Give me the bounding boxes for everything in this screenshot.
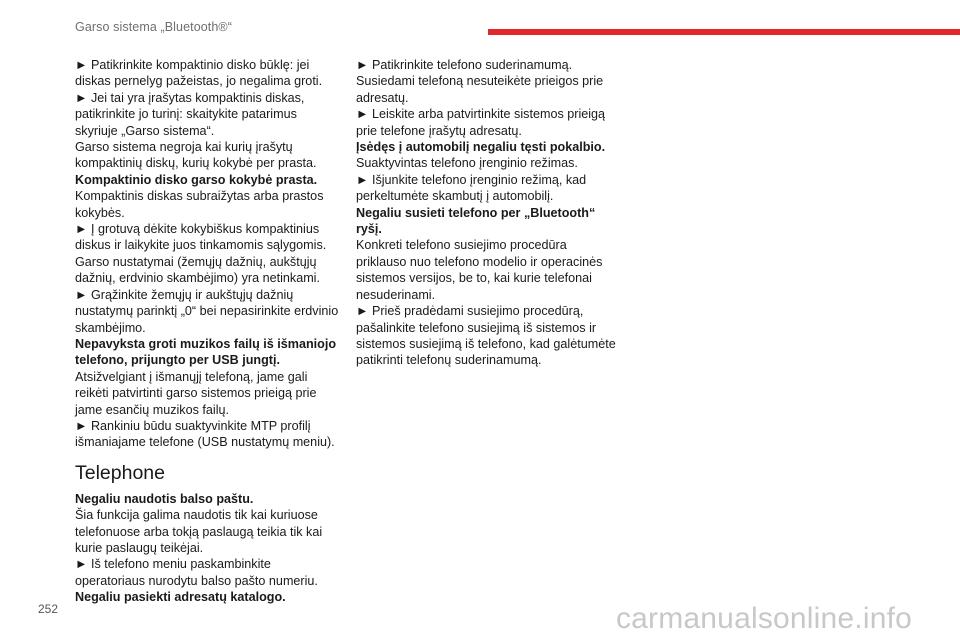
left-text-block (75, 57, 340, 451)
bold-heading-line: Negaliu naudotis balso paštu. (75, 491, 254, 506)
paragraph: ► Prieš pradėdami susiejimo procedūrą, pašalinkite telefono susiejimą iš sistemos ir sistemos susiejimą iš telefono, kad galėtumėte patikrinti telefonų suderinamumą. (356, 304, 616, 368)
paragraph: ► Rankiniu būdu suaktyvinkite MTP profilį išmaniajame telefone (USB nustatymų meniu). (75, 418, 335, 450)
bold-heading-line: Negaliu susieti telefono per „Bluetooth“ ryšį. (356, 205, 596, 237)
bold-heading-line: Negaliu pasiekti adresatų katalogo. (75, 590, 286, 605)
header-title: Garso sistema „Bluetooth®“ (75, 20, 233, 34)
section-heading-telephone: Telephone (75, 461, 165, 484)
paragraph: Garso sistema negroja kai kurių įrašytų kompaktinių diskų, kurių kokybė per prasta. (75, 140, 317, 171)
paragraph: Atsižvelgiant į išmanųjį telefoną, jame gali reikėti patvirtinti garso sistemos prieigą prie jame esančių muzikos failų. (75, 369, 317, 417)
paragraph: ► Į grotuvą dėkite kokybiškus kompaktinius diskus ir laikykite juos tinkamomis sąlygomis. (75, 222, 327, 253)
paragraph: Konkreti telefono susiejimo procedūra priklauso nuo telefono modelio ir operacinės sistemos versijos, be to, kai kurie telefonai nesuderinami. (356, 238, 603, 302)
paragraph: Susiedami telefoną nesuteikėte prieigos prie adresatų. (356, 74, 604, 105)
paragraph: Suaktyvintas telefono įrenginio režimas. (356, 156, 578, 171)
telephone-text-block (75, 491, 340, 606)
bold-heading-line: Įsėdęs į automobilį negaliu tęsti pokalbio. (356, 140, 606, 155)
paragraph: Šia funkcija galima naudotis tik kai kuriuose telefonuose arba tokįą paslaugą teikia tik kai kurie paslaugų teikėjai. (75, 508, 323, 555)
paragraph: Kompaktinis diskas subraižytas arba prastos kokybės. (75, 189, 324, 220)
paragraph: ► Patikrinkite telefono suderinamumą. (356, 58, 573, 72)
watermark: carmanualsonline.info (615, 602, 912, 635)
paragraph: ► Leiskite arba patvirtinkite sistemos prieigą prie telefone įrašytų adresatų. (356, 107, 606, 138)
header-accent-bar (488, 29, 960, 35)
page-number: 252 (38, 602, 59, 616)
right-column (356, 57, 618, 369)
left-column (75, 57, 340, 606)
paragraph: ► Patikrinkite kompaktinio disko būklę: jei diskas pernelyg pažeistas, jo negalima groti. (75, 58, 323, 89)
right-text-block (356, 57, 618, 369)
paragraph: ► Iš telefono meniu paskambinkite operatoriaus nurodytu balso pašto numeriu. (75, 557, 318, 588)
bold-heading-line: Nepavyksta groti muzikos failų iš išmaniojo telefono, prijungto per USB jungtį. (75, 336, 337, 368)
bold-heading-line: Kompaktinio disko garso kokybė prasta. (75, 172, 318, 187)
paragraph: ► Jei tai yra įrašytas kompaktinis diskas, patikrinkite jo turinį: skaitykite patarimus skyriuje „Garso sistema“. (75, 90, 305, 138)
paragraph: ► Grąžinkite žemųjų ir aukštųjų dažnių nustatymų parinktį „0“ bei nepasirinkite erdvinio skambėjimo. (75, 287, 339, 335)
paragraph: Garso nustatymai (žemųjų dažnių, aukštųjų dažnių, erdvinio skambėjimo) yra netinkami. (75, 254, 320, 286)
paragraph: ► Išjunkite telefono įrenginio režimą, kad perkeltumėte skambutį į automobilį. (356, 172, 587, 204)
